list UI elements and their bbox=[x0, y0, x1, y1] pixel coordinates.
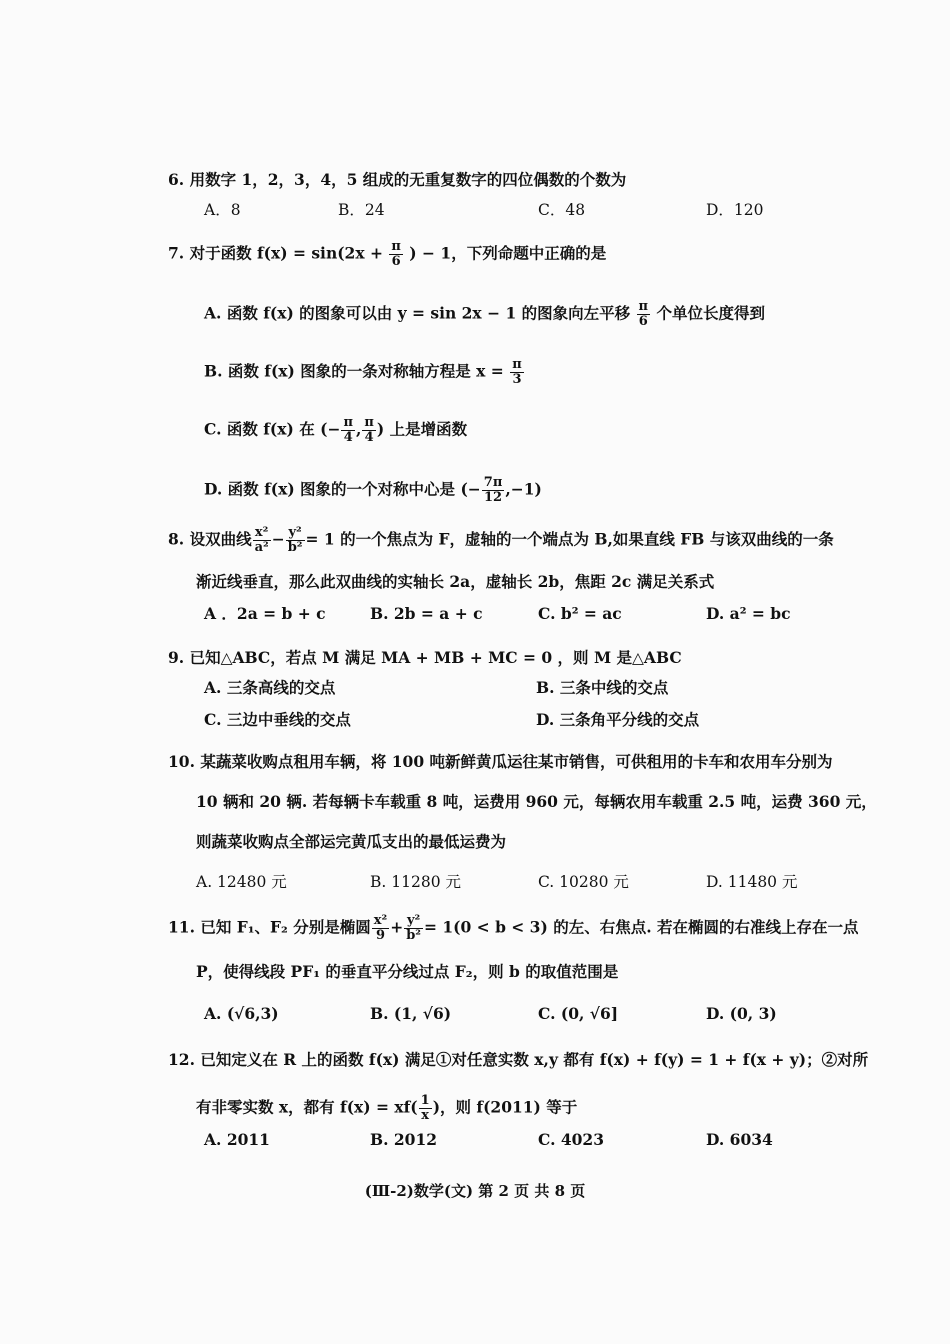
q12-stem-b-line bbox=[196, 1094, 577, 1123]
q12-frac-num: 1 bbox=[420, 1093, 430, 1108]
q7-c-frac2-den: 4 bbox=[364, 430, 374, 445]
q6-stem: 6. 用数字 1，2，3，4，5 组成的无重复数字的四位偶数的个数为 bbox=[168, 170, 627, 189]
q8-frac1-den: a² bbox=[254, 540, 269, 555]
q8-option-a: A ．2a = b + c bbox=[204, 604, 326, 623]
q8-option-d: D. a² = bc bbox=[706, 604, 791, 623]
q12-fraction bbox=[419, 1094, 432, 1123]
q9-option-a: A. 三条高线的交点 bbox=[204, 678, 336, 697]
q7-stem-frac-den: 6 bbox=[391, 254, 401, 269]
q7-option-d bbox=[204, 476, 542, 505]
q7-c-frac1-den: 4 bbox=[343, 430, 353, 445]
q11-option-a: A. (√6,3) bbox=[204, 1004, 279, 1023]
q7-option-b bbox=[204, 358, 525, 387]
q12-stem-b: 有非零实数 x，都有 f(x) = xf( bbox=[196, 1097, 418, 1117]
q12-option-d: D. 6034 bbox=[706, 1130, 773, 1149]
q8-frac1-num: x² bbox=[253, 526, 271, 541]
q11-stem-c: P，使得线段 PF₁ 的垂直平分线过点 F₂，则 b 的取值范围是 bbox=[196, 962, 619, 981]
q7-b-text: B. 函数 f(x) 图象的一条对称轴方程是 x = bbox=[204, 361, 504, 381]
q9-option-d: D. 三条角平分线的交点 bbox=[536, 710, 700, 729]
q10-option-c: C. 10280 元 bbox=[538, 873, 629, 891]
q7-option-a bbox=[204, 300, 765, 329]
q11-plus: + bbox=[390, 917, 404, 937]
q7-d-text-b: ,−1) bbox=[505, 479, 542, 499]
q6-option-a: A．8 bbox=[204, 201, 241, 219]
q12-stem-a: 12. 已知定义在 R 上的函数 f(x) 满足①对任意实数 x,y 都有 f(x) + f(y) = 1 + f(x + y)；②对所 bbox=[168, 1050, 869, 1069]
q8-stem bbox=[168, 526, 834, 555]
q7-c-text-b: ) 上是增函数 bbox=[376, 419, 468, 439]
q7-c-fraction-2 bbox=[362, 416, 376, 445]
q8-fraction-2 bbox=[286, 526, 305, 555]
page-footer: (Ⅲ-2)数学(文) 第 2 页 共 8 页 bbox=[364, 1182, 586, 1200]
q6-option-c: C．48 bbox=[538, 201, 586, 219]
q8-fraction-1 bbox=[253, 526, 271, 555]
q11-fraction-2 bbox=[404, 914, 423, 943]
q7-a-text-b: 个单位长度得到 bbox=[656, 303, 765, 323]
q7-c-frac2-num: π bbox=[364, 415, 374, 430]
q9-option-b: B. 三条中线的交点 bbox=[536, 678, 669, 697]
q7-a-fraction bbox=[637, 300, 651, 329]
q7-d-fraction bbox=[482, 476, 505, 505]
q10-stem-c: 则蔬菜收购点全部运完黄瓜支出的最低运费为 bbox=[196, 832, 507, 851]
q7-c-comma: , bbox=[355, 419, 362, 439]
q12-option-c: C. 4023 bbox=[538, 1130, 604, 1149]
q7-c-frac1-num: π bbox=[343, 415, 353, 430]
q6-option-b: B．24 bbox=[338, 201, 385, 219]
q11-frac1-num: x² bbox=[373, 913, 388, 928]
q11-frac2-num: y² bbox=[404, 914, 423, 929]
q7-b-frac-num: π bbox=[512, 357, 522, 372]
q7-stem-fraction bbox=[389, 240, 403, 269]
q7-stem-frac-num: π bbox=[391, 239, 401, 254]
q11-option-b: B. (1, √6) bbox=[370, 1004, 452, 1023]
q10-option-a: A. 12480 元 bbox=[196, 873, 287, 891]
q8-frac2-den: b² bbox=[287, 540, 303, 555]
q10-option-d: D. 11480 元 bbox=[706, 873, 798, 891]
q8-stem-a: 8. 设双曲线 bbox=[168, 529, 252, 549]
q9-option-c: C. 三边中垂线的交点 bbox=[204, 710, 351, 729]
q7-a-frac-den: 6 bbox=[638, 314, 648, 329]
q7-option-c bbox=[204, 416, 467, 445]
q7-d-frac-num: 7π bbox=[483, 475, 503, 490]
q7-stem-a: 7. 对于函数 f(x) = sin(2x + bbox=[168, 243, 383, 263]
q7-stem bbox=[168, 240, 606, 269]
q11-frac2-den: b² bbox=[406, 928, 421, 943]
q11-fraction-1 bbox=[372, 914, 389, 943]
q7-a-frac-num: π bbox=[638, 299, 649, 314]
q11-stem-a: 11. 已知 F₁、F₂ 分别是椭圆 bbox=[168, 917, 371, 937]
q8-stem-c: 渐近线垂直，那么此双曲线的实轴长 2a，虚轴长 2b，焦距 2c 满足关系式 bbox=[196, 572, 715, 591]
q9-stem: 9. 已知△ABC，若点 M 满足 MA + MB + MC = 0 ，则 M 是△ABC bbox=[168, 648, 682, 667]
q8-frac2-num: y² bbox=[286, 526, 305, 541]
q6-option-d: D．120 bbox=[706, 201, 764, 219]
q10-stem-a: 10. 某蔬菜收购点租用车辆，将 100 吨新鲜黄瓜运往某市销售，可供租用的卡车和农用车分别为 bbox=[168, 752, 833, 771]
q12-stem-c: )，则 f(2011) 等于 bbox=[432, 1097, 578, 1117]
q11-option-c: C. (0, √6] bbox=[538, 1004, 619, 1023]
q7-c-fraction-1 bbox=[341, 416, 355, 445]
q12-option-a: A. 2011 bbox=[204, 1130, 270, 1149]
q8-option-b: B. 2b = a + c bbox=[370, 604, 483, 623]
q11-option-d: D. (0, 3) bbox=[706, 1004, 777, 1023]
q8-stem-b: = 1 的一个焦点为 F，虚轴的一个端点为 B,如果直线 FB 与该双曲线的一条 bbox=[305, 529, 834, 549]
q11-frac1-den: 9 bbox=[375, 928, 385, 943]
q12-frac-den: x bbox=[421, 1108, 430, 1123]
q7-b-frac-den: 3 bbox=[512, 372, 522, 387]
q8-minus: − bbox=[271, 529, 285, 549]
q8-option-c: C. b² = ac bbox=[538, 604, 622, 623]
q7-a-text: A. 函数 f(x) 的图象可以由 y = sin 2x − 1 的图象向左平移 bbox=[204, 303, 631, 323]
q10-stem-b: 10 辆和 20 辆. 若每辆卡车载重 8 吨，运费用 960 元，每辆农用车载重 2.5 吨，运费 360 元， bbox=[196, 792, 877, 811]
q7-b-fraction bbox=[510, 358, 524, 387]
q7-d-frac-den: 12 bbox=[484, 490, 503, 505]
q7-c-text: C. 函数 f(x) 在 (− bbox=[204, 419, 341, 439]
q11-stem-b: = 1(0 < b < 3) 的左、右焦点. 若在椭圆的右准线上存在一点 bbox=[424, 917, 859, 937]
q12-option-b: B. 2012 bbox=[370, 1130, 438, 1149]
q7-d-text: D. 函数 f(x) 图象的一个对称中心是 (− bbox=[204, 479, 481, 499]
q7-stem-b: ) − 1，下列命题中正确的是 bbox=[409, 243, 607, 263]
q11-stem bbox=[168, 914, 859, 943]
q10-option-b: B. 11280 元 bbox=[370, 873, 461, 891]
